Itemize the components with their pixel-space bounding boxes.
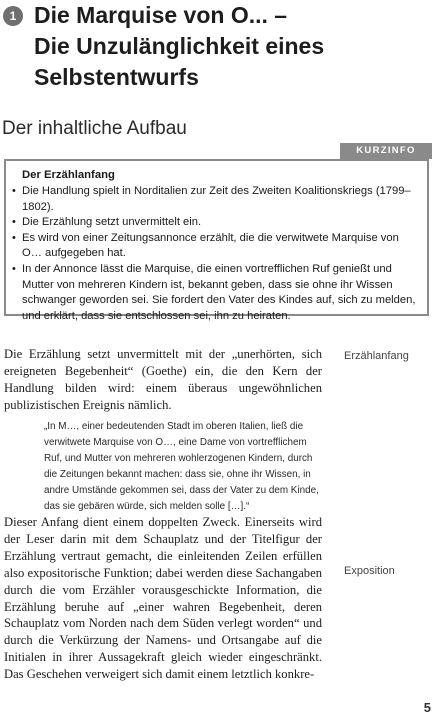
chapter-title-line: Die Unzulänglichkeit eines [34,33,325,59]
bullet-icon: • [12,231,16,244]
body-paragraph: Dieser Anfang dient einem doppelten Zweck. Einerseits wird der Leser darin mit dem Schauplatz und der Titelfigur der Erzählung vertraut gemacht, die einleitenden Zeilen erfüllen also expositorische Funktion; dabei werden diese Sachangaben durch die vom Erzähler vorausgeschickte Information, die Erzählung beruhe auf „einer wahren Begebenheit, deren Schauplatz vom Norden nach dem Süden verlegt worden“ und durch die Verkürzung der Namens- und Ortsangabe auf die Initialen in ihrer Aussagekraft gleich wieder eingeschränkt. Das Geschehen verweigert sich damit einem letztlich konkre- [4,515,322,682]
bullet-icon: • [12,216,16,229]
kurzinfo-item [12,262,420,324]
block-quote: „In M…, einer bedeutenden Stadt im oberen Italien, ließ die verwitwete Marquise von O…, eine Dame von vortrefflichem Ruf, und Mutter von mehreren wohlerzogenen Kindern, durch die Zeitungen bekannt machen: dass sie, ohne ihr Wissen, in andre Umstände gekommen sei, dass der Vater zu dem Kinde, das sie gebären würde, sich melden solle […].“ [44,421,319,512]
bullet-icon: • [12,185,16,197]
kurzinfo-item [12,215,420,231]
chapter-title-line: Selbstentwurfs [34,64,199,90]
chapter-title [34,0,424,93]
kurzinfo-item-text: Es wird von einer Zeitungsannonce erzählt, die die verwitwete Marquise von O… aufgegeben hat. [22,231,399,260]
kurzinfo-item [12,184,420,215]
kurzinfo-label: KURZINFO [340,143,432,159]
kurzinfo-list [12,184,420,324]
margin-note: Erzählanfang [344,350,409,362]
chapter-number-badge: 1 [3,6,23,26]
kurzinfo-box [4,159,429,322]
kurzinfo-item-text: Die Handlung spielt in Norditalien zur Zeit des Zweiten Koalitionskriegs (1799–1802). [22,185,411,213]
section-title: Der inhaltliche Aufbau [2,118,187,139]
kurzinfo-item-text: Die Erzählung setzt unvermittelt ein. [22,216,202,229]
kurzinfo-item [12,231,420,262]
page-number: 5 [423,700,431,715]
body-paragraph: Die Erzählung setzt unvermittelt mit der „unerhörten, sich ereigneten Begebenheit“ (Goethe) ein, die den Kern der Handlung bilden wird: einem überaus ungewöhnlichen publizistischen Ereignis nämlich. [4,347,322,412]
chapter-title-line: Die Marquise von O... – [34,2,288,28]
kurzinfo-heading: Der Erzählanfang [22,169,115,181]
margin-note: Exposition [344,565,395,577]
kurzinfo-item-text: In der Annonce lässt die Marquise, die einen vortrefflichen Ruf genießt und Mutter von mehreren Kindern ist, bekannt geben, dass sie ohne ihr Wissen schwanger geworden sei. Sie fordert den Vater des Kindes auf, sich zu melden, und erklärt, dass sie entschlossen sei, ihn zu heiraten. [22,262,416,322]
bullet-icon: • [12,262,16,275]
